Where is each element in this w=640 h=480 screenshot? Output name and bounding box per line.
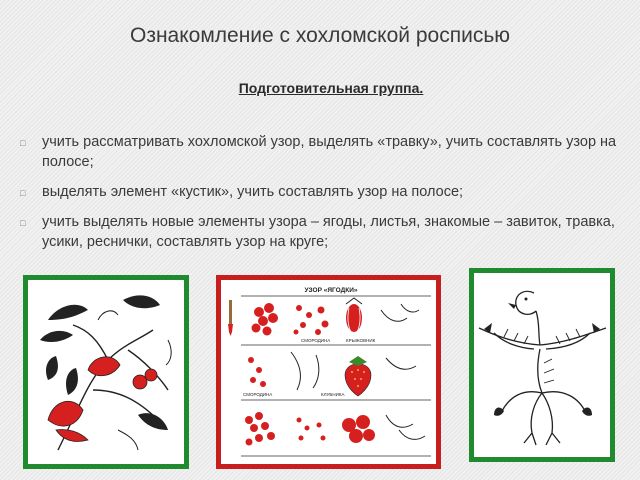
square-bullet-icon: □ (20, 218, 26, 228)
square-bullet-icon: □ (20, 188, 26, 198)
bullet-item (20, 132, 620, 172)
floral-ornament-image (23, 275, 189, 469)
row1-label-2: КРЫЖОВНИК (346, 338, 376, 343)
bullet-text: выделять элемент «кустик», учить составлять узор на полосе; (42, 184, 464, 200)
bird-ornament-image (469, 268, 615, 462)
bird-ornament-drawing (474, 273, 610, 457)
bullet-text: учить рассматривать хохломской узор, выделять «травку», учить составлять узор на полосе; (42, 134, 617, 170)
square-bullet-icon: □ (20, 138, 26, 148)
bullet-list (20, 132, 620, 262)
row2-label-1: СМОРОДИНА (243, 392, 273, 397)
slide-title: Ознакомление с хохломской росписью (129, 24, 511, 47)
slide-subtitle: Подготовительная группа. (238, 80, 424, 96)
bullet-text: учить выделять новые элементы узора – ягоды, листья, знакомые – завиток, травка, усики, реснички, составлять узор на круге; (42, 214, 615, 250)
row2-label-2: КЛУБНИКА (321, 392, 345, 397)
brush-icon (228, 300, 233, 336)
berry-pattern-drawing (221, 280, 436, 464)
berry-pattern-chart-image (216, 275, 441, 469)
bullet-item (20, 182, 620, 202)
berry-chart-header: УЗОР «ЯГОДКИ» (304, 287, 358, 294)
row1-label-1: СМОРОДИНА (301, 338, 331, 343)
floral-ornament-drawing (28, 280, 184, 464)
bullet-item (20, 212, 620, 252)
